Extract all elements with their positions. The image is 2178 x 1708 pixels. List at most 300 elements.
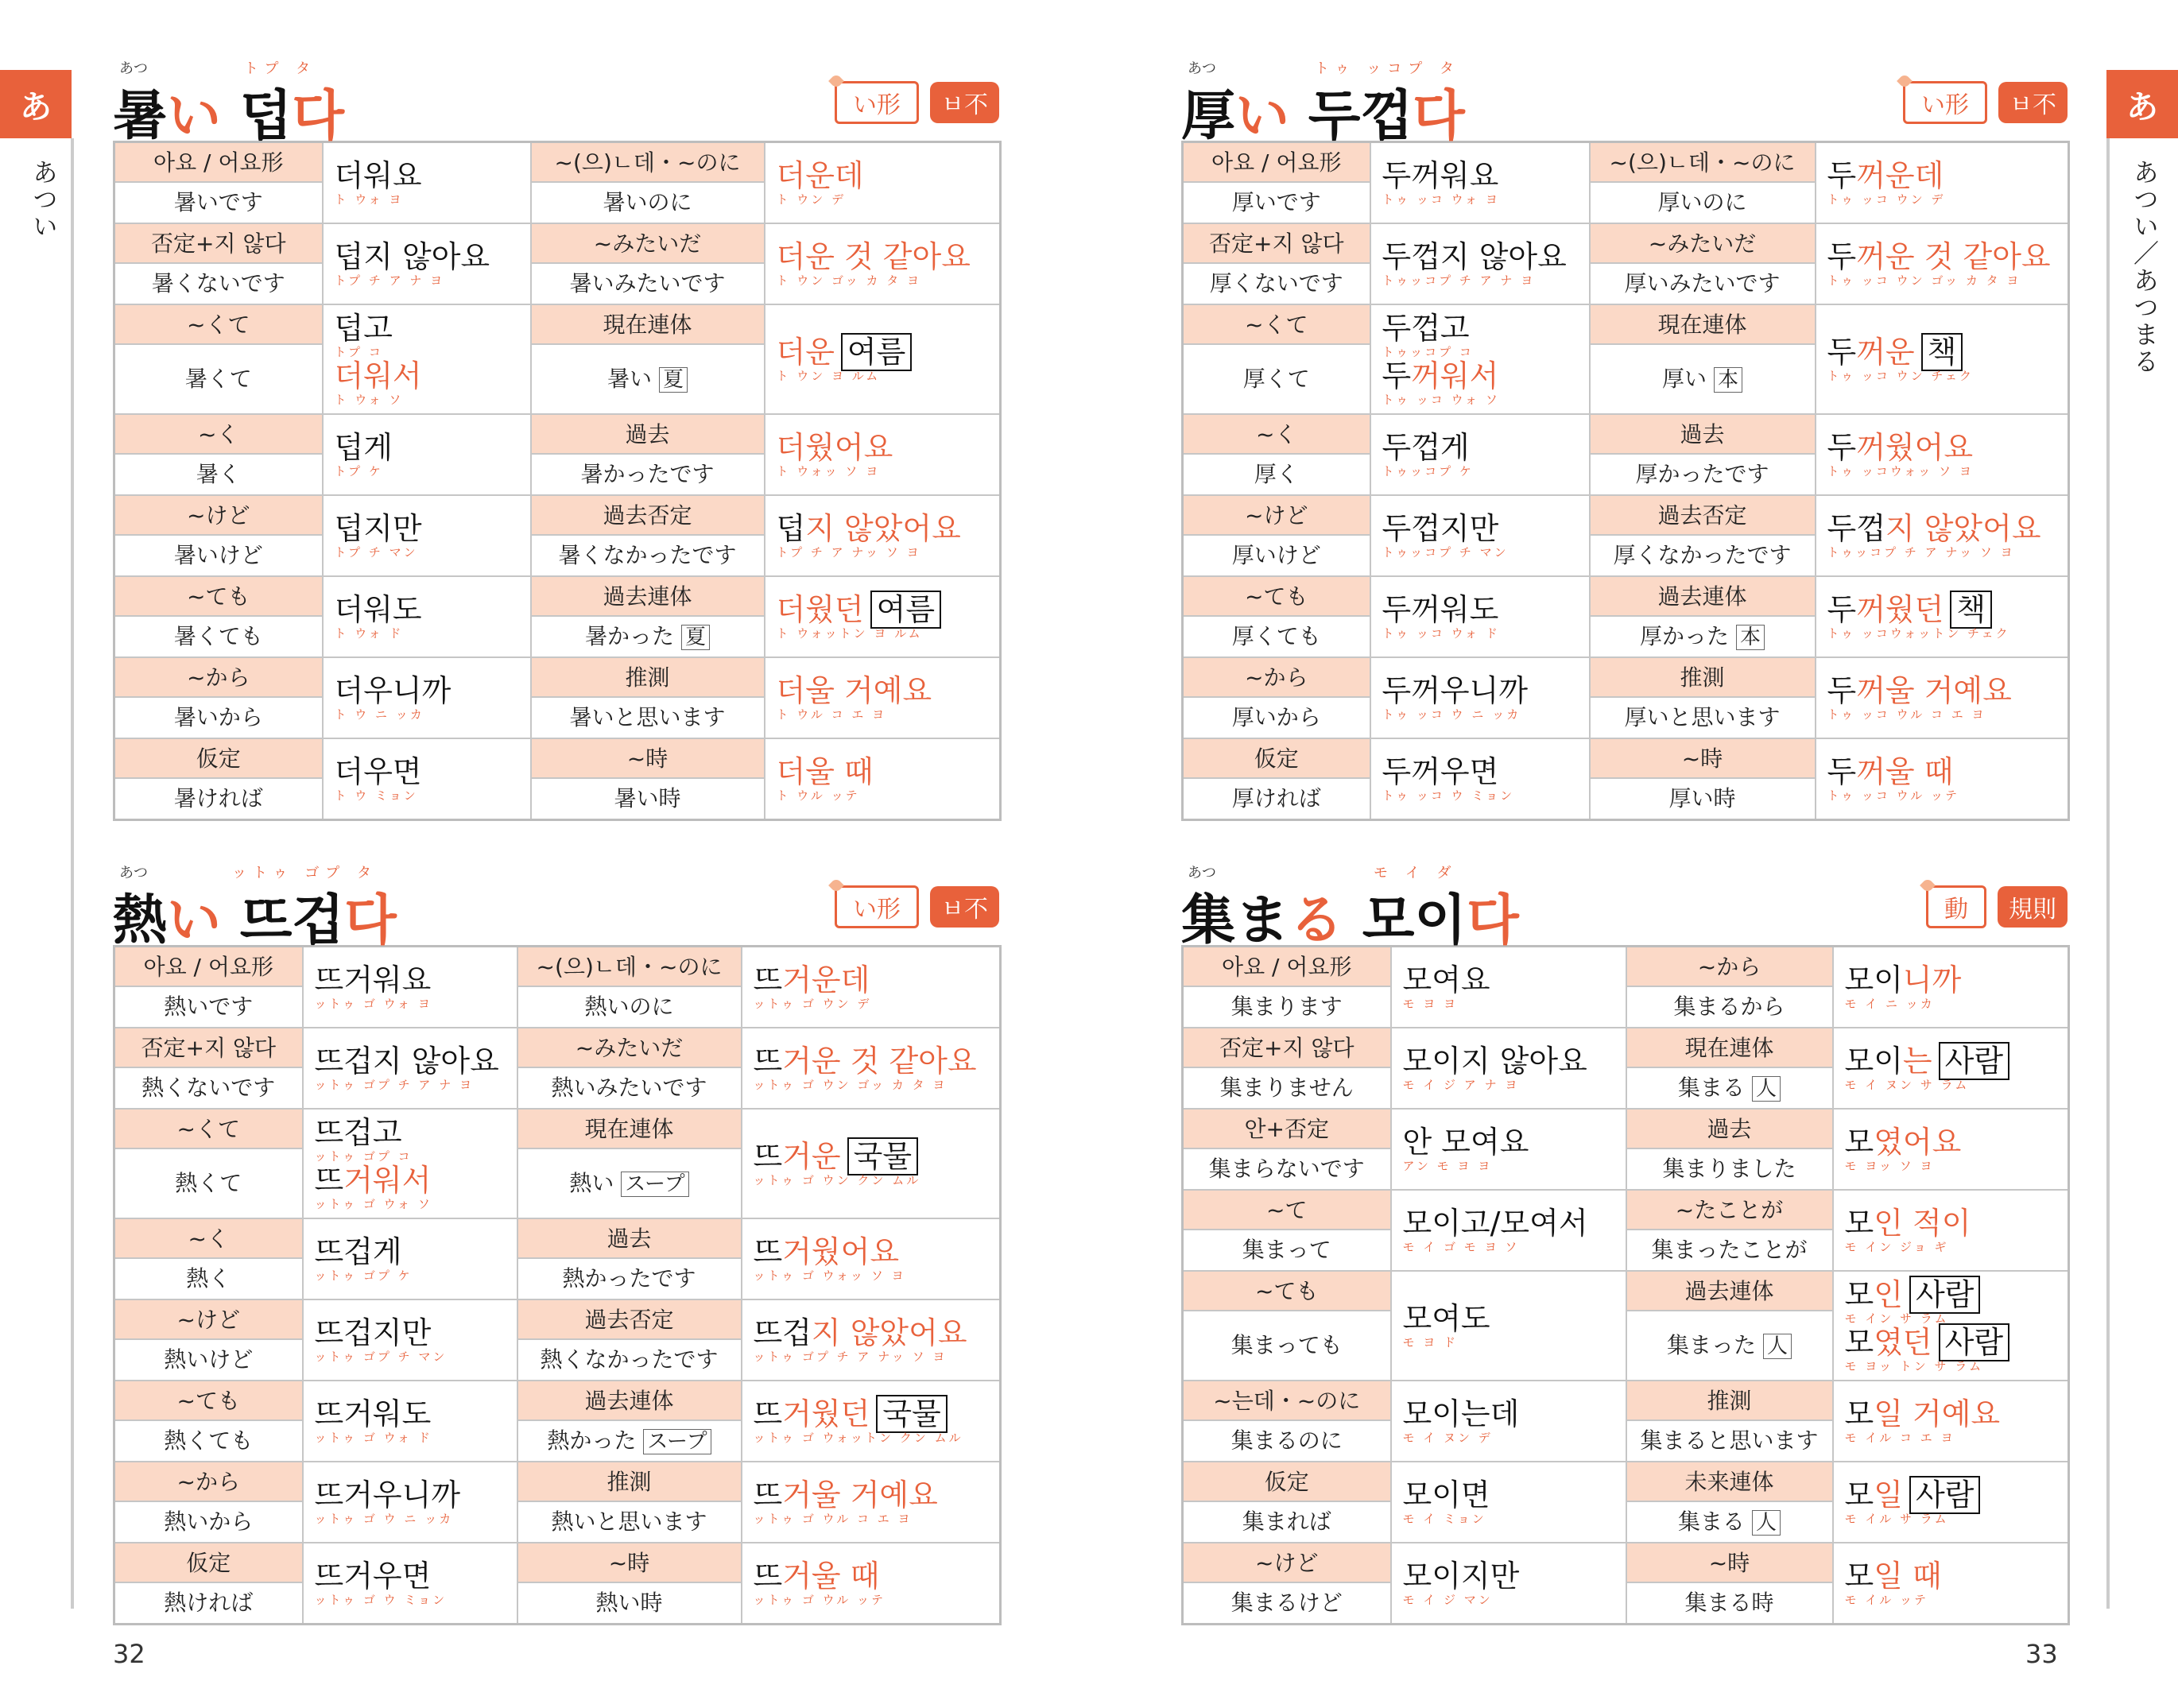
korean-form: 뜨거워요 bbox=[314, 962, 432, 997]
form-ending: 거운데 bbox=[782, 962, 870, 997]
korean-form-cell bbox=[303, 1109, 517, 1218]
form-name: 過去連体 bbox=[518, 1381, 741, 1421]
korean-form-cell bbox=[323, 495, 531, 576]
japanese-example: 厚いから bbox=[1231, 704, 1321, 730]
form-name: 仮定 bbox=[115, 739, 322, 779]
japanese-example-text: 厚いと思います bbox=[1624, 704, 1781, 730]
korean-form bbox=[777, 755, 989, 788]
table-row bbox=[114, 1109, 1001, 1218]
form-stem: 두 bbox=[1827, 754, 1857, 789]
korean-form-text bbox=[1827, 335, 1915, 370]
index-tab-right[interactable] bbox=[2106, 70, 2178, 138]
form-name: ~くて bbox=[115, 1110, 302, 1149]
korean-form bbox=[1827, 240, 2057, 273]
form-name: ~時 bbox=[518, 1543, 741, 1583]
katakana-reading: ットゥ ゴ ウン クン ムル bbox=[753, 1173, 921, 1187]
katakana-reading-alt: ットゥ ゴ ウォ ソ bbox=[314, 1197, 432, 1211]
form-stem: 모이 bbox=[1844, 1044, 1903, 1079]
form-ending: 거웠어요 bbox=[782, 1234, 900, 1269]
form-label-cell bbox=[114, 414, 323, 495]
form-name: 否定+지 않다 bbox=[115, 224, 322, 264]
korean-form: 두껍지 않아요 bbox=[1382, 239, 1567, 274]
boxed-noun-ko: 여름 bbox=[841, 333, 912, 371]
japanese-example-text: 暑いのに bbox=[603, 189, 692, 215]
katakana-reading: トゥ ッコウォッ ソ ヨ bbox=[1827, 464, 1974, 478]
korean-form bbox=[1827, 593, 2057, 626]
katakana-reading: トゥッコプ チ マン bbox=[1382, 545, 1509, 560]
katakana-reading: モ イ ジ ア ナ ヨ bbox=[1402, 1078, 1520, 1092]
japanese-example bbox=[518, 1583, 741, 1623]
conjugation-type-badge: ㅂ不 bbox=[1998, 82, 2068, 123]
korean-form bbox=[1827, 335, 2057, 369]
form-label-cell bbox=[1626, 947, 1833, 1028]
japanese-example-text: 集まる bbox=[1678, 1075, 1746, 1101]
korean-form-cell bbox=[303, 1299, 517, 1381]
korean-form-cell bbox=[1833, 1109, 2069, 1190]
title-jp-stem: 暑 bbox=[113, 85, 168, 148]
korean-form-text bbox=[754, 1044, 977, 1079]
japanese-example-text: 厚かったです bbox=[1635, 461, 1769, 487]
japanese-example-text: 厚いのに bbox=[1657, 189, 1747, 215]
form-name: ~けど bbox=[1184, 496, 1370, 536]
boxed-noun-ko: 국물 bbox=[847, 1137, 918, 1175]
katakana-reading: アン モ ヨ ヨ bbox=[1402, 1159, 1493, 1173]
korean-form bbox=[1845, 963, 2057, 997]
form-name: 未来連体 bbox=[1627, 1462, 1832, 1502]
japanese-example: 暑くても bbox=[173, 623, 263, 649]
table-row bbox=[114, 1462, 1001, 1543]
korean-form-cell bbox=[323, 738, 531, 820]
korean-form: 더워도 bbox=[334, 592, 422, 627]
boxed-noun-jp: 本 bbox=[1714, 367, 1742, 393]
form-name: ~けど bbox=[115, 1300, 302, 1340]
table-row bbox=[1183, 1109, 2069, 1190]
korean-form-cell bbox=[323, 142, 531, 224]
japanese-example bbox=[518, 1149, 741, 1218]
korean-form: 모이면 bbox=[1402, 1478, 1490, 1512]
katakana-reading: ットゥ ゴ ウォッ ソ ヨ bbox=[753, 1268, 906, 1283]
japanese-example-text: 集まる時 bbox=[1684, 1590, 1774, 1616]
page-title bbox=[113, 73, 344, 150]
japanese-example-text: 熱いみたいです bbox=[551, 1075, 707, 1101]
japanese-example: 熱いです bbox=[164, 993, 254, 1020]
form-label-cell bbox=[114, 1543, 303, 1625]
korean-form-text bbox=[1827, 511, 2041, 546]
form-label-cell bbox=[1183, 142, 1370, 224]
form-label-cell bbox=[1626, 1543, 1833, 1625]
katakana-reading: ト ウン ヨ ルム bbox=[776, 369, 881, 383]
japanese-example: 集まらないです bbox=[1208, 1156, 1365, 1182]
form-stem: 모 bbox=[1844, 1206, 1874, 1241]
table-row bbox=[1183, 304, 2069, 414]
title-ruby-ko: ットゥ ゴプ タ bbox=[232, 865, 378, 881]
korean-form-cell bbox=[323, 304, 531, 414]
katakana-reading: モ イ ジ マン bbox=[1402, 1593, 1493, 1607]
katakana-reading-alt: トゥ ッコ ウォ ソ bbox=[1382, 393, 1500, 407]
spacer bbox=[1745, 1509, 1752, 1535]
katakana-reading: モ ヨ ド bbox=[1402, 1335, 1459, 1350]
japanese-example: 集まるのに bbox=[1230, 1427, 1343, 1454]
form-ending: 더울 거예요 bbox=[776, 673, 932, 708]
part-of-speech-badge: い形 bbox=[835, 885, 919, 928]
form-label-cell bbox=[517, 1299, 742, 1381]
korean-form: 덥고 bbox=[334, 311, 393, 346]
japanese-example bbox=[532, 264, 764, 304]
form-ending: 거워서 bbox=[343, 1163, 432, 1198]
korean-form-text bbox=[1845, 1125, 1962, 1160]
form-ending: 꺼울 거예요 bbox=[1856, 673, 2012, 708]
korean-form-text bbox=[777, 673, 932, 708]
form-label-cell bbox=[1183, 223, 1370, 304]
title-gap bbox=[1289, 85, 1308, 148]
form-label-cell bbox=[517, 1381, 742, 1462]
table-row bbox=[114, 304, 1001, 414]
title-ko-ending: 다 bbox=[1467, 889, 1519, 952]
japanese-example-text: 暑いみたいです bbox=[569, 270, 726, 296]
japanese-example: 熱く bbox=[186, 1265, 231, 1292]
katakana-reading: トプ チ ア ナ ヨ bbox=[334, 273, 445, 288]
index-tab-left[interactable] bbox=[0, 70, 72, 138]
korean-form-cell bbox=[303, 1218, 517, 1299]
katakana-reading: ットゥ ゴ ウォ ヨ bbox=[314, 997, 432, 1011]
korean-form-text bbox=[777, 335, 835, 370]
katakana-reading: ットゥ ゴプ コ bbox=[314, 1149, 413, 1164]
korean-form-text bbox=[777, 511, 961, 546]
form-name: ~て bbox=[1184, 1191, 1390, 1230]
title-gap bbox=[221, 85, 240, 148]
japanese-example: 集まるけど bbox=[1230, 1590, 1343, 1616]
korean-form-cell bbox=[765, 304, 1001, 414]
korean-form: 모이지 않아요 bbox=[1402, 1044, 1587, 1079]
korean-form: 뜨거우니까 bbox=[314, 1478, 461, 1512]
korean-form-cell bbox=[1391, 1190, 1626, 1271]
title-ruby-ko: トゥ ッコプ タ bbox=[1315, 60, 1460, 77]
form-label-cell bbox=[1590, 304, 1816, 414]
korean-form-cell bbox=[303, 1543, 517, 1625]
boxed-noun-ko: 국물 bbox=[876, 1395, 947, 1433]
form-ending: 더워서 bbox=[334, 358, 422, 393]
katakana-reading: ト ウォ ヨ bbox=[334, 192, 404, 207]
conjugation-table bbox=[113, 141, 1002, 821]
sidebar-divider-left bbox=[71, 138, 74, 1609]
japanese-example bbox=[1627, 1068, 1832, 1108]
form-stem: 모 bbox=[1844, 1396, 1874, 1431]
form-name: 過去連体 bbox=[1591, 577, 1815, 617]
japanese-example: 集まって bbox=[1242, 1237, 1331, 1263]
form-label-cell bbox=[1183, 1381, 1391, 1462]
japanese-example: 厚いけど bbox=[1231, 542, 1321, 568]
katakana-reading: ットゥ ゴ ウ ニ ッカ bbox=[314, 1512, 454, 1526]
form-ending: 지 않았어요 bbox=[805, 511, 961, 546]
korean-form: 뜨거우면 bbox=[314, 1559, 432, 1594]
form-name: ~みたいだ bbox=[518, 1028, 741, 1068]
form-name: 過去 bbox=[1627, 1110, 1832, 1149]
korean-form: 두껍게 bbox=[1382, 430, 1470, 465]
korean-form-text bbox=[1845, 962, 1962, 997]
title-row bbox=[113, 57, 999, 148]
tab-label: あ bbox=[20, 88, 52, 126]
korean-form: 안 모여요 bbox=[1402, 1125, 1529, 1160]
form-stem: 두 bbox=[1827, 673, 1857, 708]
part-of-speech-badge: い形 bbox=[1903, 81, 1987, 124]
table-row bbox=[1183, 947, 2069, 1028]
japanese-example: 厚ければ bbox=[1231, 785, 1321, 811]
korean-form-cell bbox=[303, 1381, 517, 1462]
korean-form-cell bbox=[1370, 495, 1590, 576]
korean-form-cell bbox=[303, 947, 517, 1028]
form-label-cell bbox=[114, 738, 323, 820]
katakana-reading: モ イン ジョ ギ bbox=[1844, 1240, 1949, 1254]
form-ending: 꺼운 것 같아요 bbox=[1856, 239, 2051, 274]
verb-section-atsui-thick bbox=[1181, 57, 2068, 821]
japanese-example: 暑いです bbox=[173, 189, 263, 215]
korean-form: 모이고/모여서 bbox=[1402, 1206, 1588, 1241]
form-stem: 뜨 bbox=[753, 1396, 783, 1431]
korean-form-cell bbox=[742, 947, 1001, 1028]
tab-label: あ bbox=[2126, 88, 2158, 126]
title-row bbox=[1181, 57, 2068, 148]
form-ending: 일 bbox=[1874, 1478, 1903, 1512]
katakana-reading: モ イ ヌン デ bbox=[1402, 1431, 1493, 1445]
form-label-cell bbox=[1626, 1190, 1833, 1271]
form-label-cell bbox=[114, 1462, 303, 1543]
page-number-right: 33 bbox=[2025, 1639, 2058, 1669]
japanese-example-text: 暑い bbox=[607, 366, 653, 392]
table-row bbox=[114, 223, 1001, 304]
form-label-cell bbox=[114, 947, 303, 1028]
form-stem: 뜨 bbox=[753, 1559, 783, 1594]
korean-form-cell bbox=[303, 1028, 517, 1109]
title-gap bbox=[221, 889, 240, 952]
table-row bbox=[1183, 657, 2069, 738]
table-row bbox=[114, 1299, 1001, 1381]
japanese-example bbox=[1627, 1502, 1832, 1542]
korean-form-cell bbox=[765, 738, 1001, 820]
table-row bbox=[114, 657, 1001, 738]
katakana-reading: モ イ ニ ッカ bbox=[1844, 997, 1935, 1011]
form-name: 아요 / 어요形 bbox=[1184, 947, 1390, 987]
korean-form-text bbox=[1827, 430, 1974, 465]
form-stem: 뜨 bbox=[753, 1044, 783, 1079]
page-title bbox=[1181, 73, 1465, 150]
form-stem: 모 bbox=[1844, 1325, 1874, 1360]
katakana-reading: ットゥ ゴ ウル ッテ bbox=[753, 1593, 886, 1607]
form-name: 現在連体 bbox=[518, 1110, 741, 1149]
form-stem: 두 bbox=[1827, 239, 1857, 274]
korean-form-text bbox=[777, 430, 893, 465]
japanese-example: 厚いです bbox=[1231, 189, 1321, 215]
japanese-example: 集まれば bbox=[1242, 1509, 1331, 1535]
boxed-noun-jp: スープ bbox=[643, 1429, 711, 1454]
form-stem: 두 bbox=[1827, 592, 1857, 627]
korean-form-text bbox=[1845, 1206, 1971, 1241]
korean-form: 모이지만 bbox=[1402, 1559, 1520, 1594]
korean-form-cell bbox=[1833, 1462, 2069, 1543]
korean-form: 뜨겁지 않아요 bbox=[314, 1044, 499, 1079]
form-label-cell bbox=[1183, 947, 1391, 1028]
form-ending: 는 bbox=[1902, 1044, 1932, 1079]
table-row bbox=[114, 414, 1001, 495]
form-label-cell bbox=[1590, 142, 1816, 224]
korean-form-cell bbox=[1816, 414, 2069, 495]
form-name: 仮定 bbox=[115, 1543, 302, 1583]
japanese-example-text: 暑いと思います bbox=[569, 704, 726, 730]
form-name: ~는데・~のに bbox=[1184, 1381, 1390, 1421]
form-name: 過去否定 bbox=[1591, 496, 1815, 536]
korean-form-alt bbox=[315, 1164, 506, 1197]
table-row bbox=[1183, 1271, 2069, 1381]
korean-form-text bbox=[777, 592, 864, 627]
katakana-reading: トゥッコプ チ ア ナッ ソ ヨ bbox=[1827, 545, 2015, 560]
form-name: 否定+지 않다 bbox=[1184, 1028, 1390, 1068]
katakana-reading: トプ チ マン bbox=[334, 545, 418, 560]
title-ruby-jp: あつ bbox=[119, 60, 148, 77]
title-jp-stem: 集ま bbox=[1181, 889, 1290, 952]
japanese-example: 暑いから bbox=[173, 704, 263, 730]
katakana-reading: トゥッコプ チ ア ナ ヨ bbox=[1382, 273, 1536, 288]
japanese-example bbox=[1627, 1421, 1832, 1461]
katakana-reading: トゥ ッコ ウ ミョン bbox=[1382, 788, 1515, 803]
form-name: ~く bbox=[115, 1219, 302, 1259]
conjugation-type-badge: ㅂ不 bbox=[930, 82, 999, 123]
korean-form: 모이는데 bbox=[1402, 1396, 1520, 1431]
part-of-speech-badge: 動 bbox=[1926, 885, 1986, 928]
korean-form-cell bbox=[742, 1543, 1001, 1625]
korean-form: 뜨겁지만 bbox=[314, 1315, 432, 1350]
form-stem: 모 bbox=[1844, 1478, 1874, 1512]
korean-form: 뜨겁게 bbox=[314, 1234, 402, 1269]
form-label-cell bbox=[531, 414, 765, 495]
form-name: 現在連体 bbox=[532, 305, 764, 345]
katakana-reading: ト ウル ッテ bbox=[776, 788, 860, 803]
form-name: ~く bbox=[115, 415, 322, 455]
katakana-reading: モ ヨッ ソ ヨ bbox=[1844, 1159, 1935, 1173]
korean-form-text bbox=[1827, 158, 1944, 193]
form-stem: 뜨 bbox=[753, 962, 783, 997]
spacer bbox=[652, 366, 659, 392]
boxed-noun-jp: 人 bbox=[1752, 1510, 1781, 1536]
form-label-cell bbox=[531, 304, 765, 414]
form-stem: 뜨 bbox=[753, 1478, 783, 1512]
katakana-reading: ットゥ ゴ ウ ミョン bbox=[314, 1593, 448, 1607]
form-ending: 꺼워서 bbox=[1411, 358, 1499, 393]
korean-form-text bbox=[1845, 1559, 1942, 1594]
katakana-reading: ト ウォ ド bbox=[334, 626, 404, 641]
korean-form-text bbox=[754, 1139, 841, 1174]
boxed-noun-jp: 夏 bbox=[659, 367, 688, 393]
korean-form-cell bbox=[742, 1218, 1001, 1299]
korean-form bbox=[777, 512, 989, 545]
verb-section-atsui-hot bbox=[113, 57, 999, 821]
japanese-example-text: 厚い時 bbox=[1668, 785, 1736, 811]
form-name: ~ても bbox=[1184, 577, 1370, 617]
title-ko-ending: 다 bbox=[1413, 85, 1465, 148]
korean-form-cell bbox=[1391, 1109, 1626, 1190]
boxed-noun-ko: 사람 bbox=[1909, 1276, 1980, 1314]
korean-form-cell bbox=[1370, 142, 1590, 224]
japanese-example bbox=[1591, 264, 1815, 304]
form-label-cell bbox=[531, 223, 765, 304]
verb-section-atsui-heat bbox=[113, 862, 999, 1625]
korean-form: 모여요 bbox=[1402, 962, 1490, 997]
form-label-cell bbox=[531, 495, 765, 576]
form-label-cell bbox=[1590, 576, 1816, 657]
form-label-cell bbox=[531, 142, 765, 224]
korean-form bbox=[754, 1478, 989, 1512]
korean-form-cell bbox=[765, 657, 1001, 738]
korean-form-cell bbox=[1370, 304, 1590, 414]
korean-form-cell bbox=[1370, 223, 1590, 304]
korean-form-cell bbox=[1816, 576, 2069, 657]
conjugation-table bbox=[1181, 945, 2070, 1625]
korean-form bbox=[1845, 1397, 2057, 1431]
katakana-reading: ットゥ ゴプ ケ bbox=[314, 1268, 413, 1283]
korean-form bbox=[1827, 159, 2057, 192]
japanese-example-text: 暑い時 bbox=[614, 785, 681, 811]
japanese-example: 暑くて bbox=[184, 366, 252, 392]
conjugation-type-badge: ㅂ不 bbox=[930, 886, 999, 928]
japanese-example bbox=[518, 987, 741, 1027]
table-row bbox=[114, 738, 1001, 820]
katakana-reading: トゥッコプ コ bbox=[1382, 345, 1474, 359]
japanese-example-text: 集まったことが bbox=[1651, 1237, 1808, 1263]
korean-form-text bbox=[777, 158, 864, 193]
katakana-reading: モ イル ッテ bbox=[1844, 1593, 1929, 1607]
japanese-example-text: 暑くなかったです bbox=[558, 542, 737, 568]
korean-form-cell bbox=[742, 1109, 1001, 1218]
japanese-example-text: 熱い時 bbox=[595, 1590, 663, 1616]
form-ending: 더울 때 bbox=[776, 754, 874, 789]
table-row bbox=[114, 1028, 1001, 1109]
korean-form-cell bbox=[1833, 947, 2069, 1028]
korean-form-cell bbox=[1833, 1381, 2069, 1462]
form-label-cell bbox=[114, 1028, 303, 1109]
form-label-cell bbox=[531, 576, 765, 657]
form-name: ~けど bbox=[115, 496, 322, 536]
form-name: 推測 bbox=[518, 1462, 741, 1502]
form-name: 現在連体 bbox=[1627, 1028, 1832, 1068]
form-ending: 일 거예요 bbox=[1874, 1396, 2001, 1431]
badge-group bbox=[1926, 885, 2068, 928]
sidebar-divider-right bbox=[2106, 138, 2110, 1609]
form-stem: 두 bbox=[1382, 358, 1412, 393]
korean-form bbox=[777, 335, 989, 369]
korean-form-text bbox=[1845, 1325, 1932, 1360]
table-row bbox=[1183, 414, 2069, 495]
katakana-reading: ットゥ ゴプ チ ア ナッ ソ ヨ bbox=[753, 1350, 948, 1364]
korean-form-text bbox=[754, 1559, 880, 1594]
form-ending: 거웠던 bbox=[782, 1396, 870, 1431]
form-name: ~ても bbox=[115, 577, 322, 617]
korean-form bbox=[777, 593, 989, 626]
japanese-example: 熱ければ bbox=[164, 1590, 254, 1616]
table-row bbox=[1183, 142, 2069, 224]
boxed-noun-jp: 人 bbox=[1752, 1076, 1781, 1102]
form-name: ~けど bbox=[1184, 1543, 1390, 1583]
korean-form-alt bbox=[335, 359, 519, 393]
japanese-example-text: 厚くなかったです bbox=[1613, 542, 1792, 568]
japanese-example bbox=[1591, 779, 1815, 819]
korean-form-cell bbox=[765, 576, 1001, 657]
form-ending: 였던 bbox=[1874, 1325, 1932, 1360]
form-stem: 두 bbox=[1827, 335, 1857, 370]
form-ending: 꺼웠어요 bbox=[1856, 430, 1974, 465]
form-ending: 꺼웠던 bbox=[1856, 592, 1944, 627]
form-label-cell bbox=[1626, 1028, 1833, 1109]
korean-form: 두껍지만 bbox=[1382, 511, 1499, 546]
table-row bbox=[1183, 1381, 2069, 1462]
form-label-cell bbox=[1183, 304, 1370, 414]
